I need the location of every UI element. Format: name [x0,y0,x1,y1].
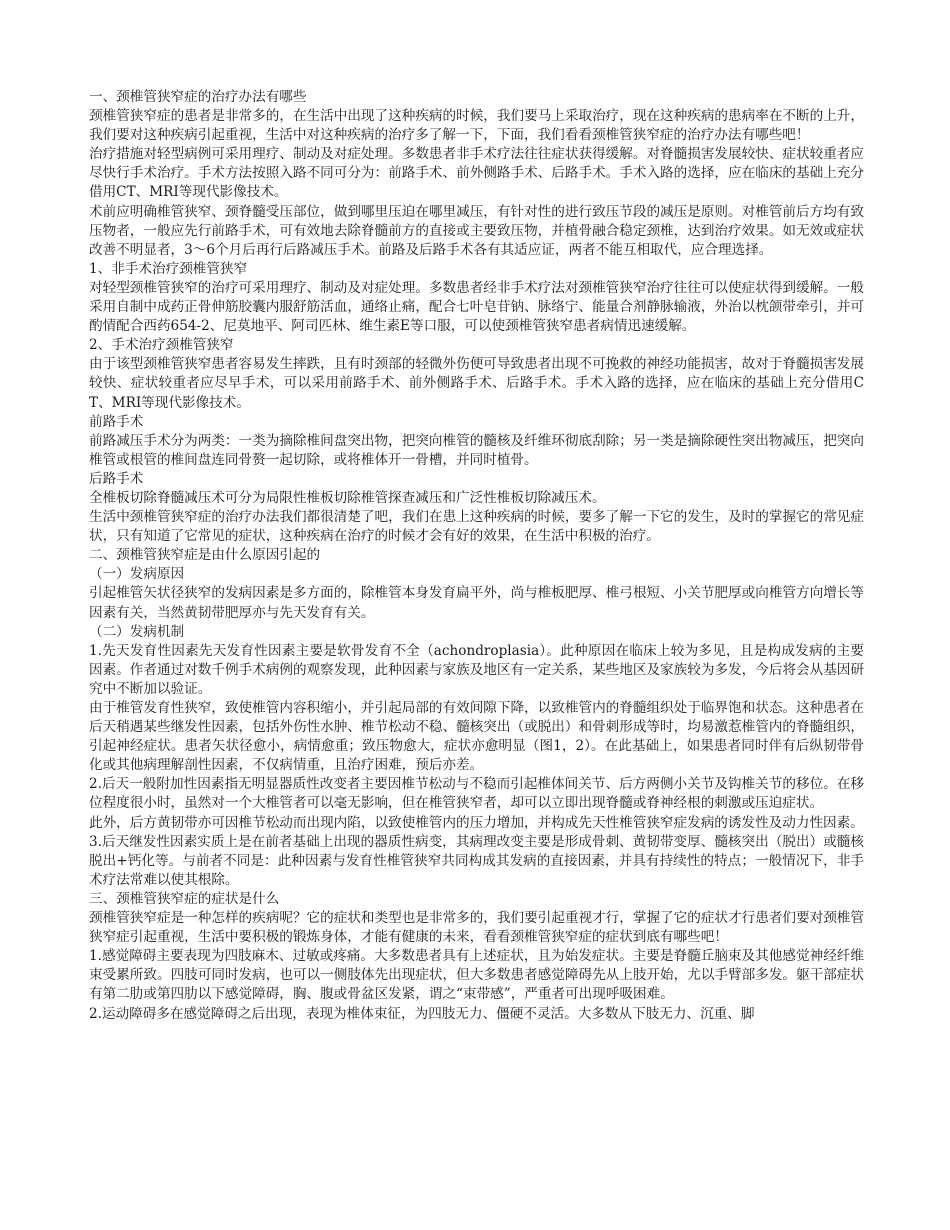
paragraph: 1.感觉障碍主要表现为四肢麻木、过敏或疼痛。大多数患者具有上述症状，且为始发症状。主要是脊髓丘脑束及其他感觉神经纤维束受累所致。四肢可同时发病，也可以一侧肢体先出现症状，但大多数患者感觉障碍先从上肢开始，尤以手臂部多发。躯干部症状有第二肋或第四肋以下感觉障碍，胸、腹或骨盆区发紧，谓之“束带感”，严重者可出现呼吸困难。 [89,948,864,1003]
subheading: （二）发病机制 [89,623,185,640]
paragraph: 引起椎管矢状径狭窄的发病因素是多方面的，除椎管本身发育扁平外，尚与椎板肥厚、椎弓根短、小关节肥厚或向椎管方向增长等因素有关，当然黄韧带肥厚亦与先天发育有关。 [89,585,864,621]
heading-2: 二、颈椎管狭窄症是由什么原因引起的 [89,547,321,564]
paragraph: 生活中颈椎管狭窄症的治疗办法我们都很清楚了吧，我们在患上这种疾病的时候，要多了解一下它的发生，及时的掌握它的常见症状，只有知道了它常见的症状，这种疾病在治疗的时候才会有好的效果，在生活中积极的治疗。 [89,509,864,545]
paragraph: 前路减压手术分为两类：一类为摘除椎间盘突出物，把突向椎管的髓核及纤维环彻底刮除；另一类是摘除硬性突出物减压，把突向椎管或根管的椎间盘连同骨赘一起切除，或将椎体开一骨槽，并同时植骨。 [89,432,864,468]
subheading: 前路手术 [89,413,144,430]
paragraph: 此外，后方黄韧带亦可因椎节松动而出现内陷，以致使椎管内的压力增加，并构成先天性椎管狭窄症发病的诱发性及动力性因素。 [89,814,864,831]
paragraph: 对轻型颈椎管狭窄的治疗可采用理疗、制动及对症处理。多数患者经非手术疗法对颈椎管狭窄治疗往往可以使症状得到缓解。一般采用自制中成药正骨伸筋胶囊内服舒筋活血，通络止痛，配合七叶皂苷钠、脉络宁、能量合剂静脉输液，外治以枕颌带牵引，并可酌情配合西药654-2、尼莫地平、阿司匹林、维生素E等口服，可以使颈椎管狭窄患者病情迅速缓解。 [89,279,864,335]
paragraph: 颈椎管狭窄症的患者是非常多的，在生活中出现了这种疾病的时候，我们要马上采取治疗，现在这种疾病的患病率在不断的上升，我们要对这种疾病引起重视，生活中对这种疾病的治疗多了解一下，下面，我们看看颈椎管狭窄症的治疗办法有哪些吧！ [89,108,864,144]
paragraph: 2.运动障碍多在感觉障碍之后出现，表现为椎体束征，为四肢无力、僵硬不灵活。大多数从下肢无力、沉重、脚 [89,1005,755,1022]
heading-3: 三、颈椎管狭窄症的症状是什么 [89,890,280,907]
paragraph: 由于椎管发育性狭窄，致使椎管内容积缩小，并引起局部的有效间隙下降，以致椎管内的脊髓组织处于临界饱和状态。这种患者在后天稍遇某些继发性因素，包括外伤性水肿、椎节松动不稳、髓核突出（或脱出）和骨刺形成等时，均易激惹椎管内的脊髓组织，引起神经症状。患者矢状径愈小，病情愈重；致压物愈大，症状亦愈明显（图1，2）。在此基础上，如果患者同时伴有后纵韧带骨化或其他病理解剖性因素，不仅病情重，且治疗困难，预后亦差。 [89,700,864,774]
heading-1: 一、颈椎管狭窄症的治疗办法有哪些 [89,89,307,105]
paragraph: 3.后天继发性因素实质上是在前者基础上出现的器质性病变，其病理改变主要是形成骨刺、黄韧带变厚、髓核突出（脱出）或髓核脱出+钙化等。与前者不同是：此种因素与发育性椎管狭窄共同构成其发病的直接因素，并具有持续性的特点；一般情况下，非手术疗法常难以使其根除。 [89,833,864,888]
paragraph: 2.后天一般附加性因素指无明显器质性改变者主要因椎节松动与不稳而引起椎体间关节、后方两侧小关节及钩椎关节的移位。在移位程度很小时，虽然对一个大椎管者可以毫无影响，但在椎管狭窄者，却可以立即出现脊髓或脊神经根的刺激或压迫症状。 [89,776,864,812]
subheading: 后路手术 [89,470,144,487]
paragraph: 治疗措施对轻型病例可采用理疗、制动及对症处理。多数患者非手术疗法往往症状获得缓解。对脊髓损害发展较快、症状较重者应尽快行手术治疗。手术方法按照入路不同可分为：前路手术、前外侧路手术、后路手术。手术入路的选择，应在临床的基础上充分借用CT、MRI等现代影像技术。 [89,146,864,201]
subheading: 2、手术治疗颈椎管狭窄 [89,337,234,354]
paragraph: 颈椎管狭窄症是一种怎样的疾病呢？它的症状和类型也是非常多的，我们要引起重视才行，掌握了它的症状才行患者们要对颈椎管狭窄症引起重视，生活中要积极的锻炼身体，才能有健康的未来，看看颈椎管狭窄症的症状到底有哪些吧！ [89,910,864,946]
paragraph: 1.先天发育性因素先天发育性因素主要是软骨发育不全（achondroplasia）。此种原因在临床上较为多见，且是构成发病的主要因素。作者通过对数千例手术病例的观察发现，此种因素与家族及地区有一定关系，某些地区及家族较为多发，今后将会从基因研究中不断加以验证。 [89,642,864,697]
subheading: 1、非手术治疗颈椎管狭窄 [89,260,248,277]
paragraph: 由于该型颈椎管狭窄患者容易发生摔跌，且有时颈部的轻微外伤便可导致患者出现不可挽救的神经功能损害，故对于脊髓损害发展较快、症状较重者应尽早手术，可以采用前路手术、前外侧路手术、后路手术。手术入路的选择，应在临床的基础上充分借用CT、MRI等现代影像技术。 [89,356,864,411]
paragraph: 术前应明确椎管狭窄、颈脊髓受压部位，做到哪里压迫在哪里减压，有针对性的进行致压节段的减压是原则。对椎管前后方均有致压物者，一般应先行前路手术，可有效地去除脊髓前方的直接或主要致压物，并植骨融合稳定颈椎，达到治疗效果。如无效或症状改善不明显者，3～6个月后再行后路减压手术。前路及后路手术各有其适应证，两者不能互相取代，应合理选择。 [89,203,864,258]
paragraph: 全椎板切除脊髓减压术可分为局限性椎板切除椎管探查减压和广泛性椎板切除减压术。 [89,489,606,506]
subheading: （一）发病原因 [89,566,185,583]
